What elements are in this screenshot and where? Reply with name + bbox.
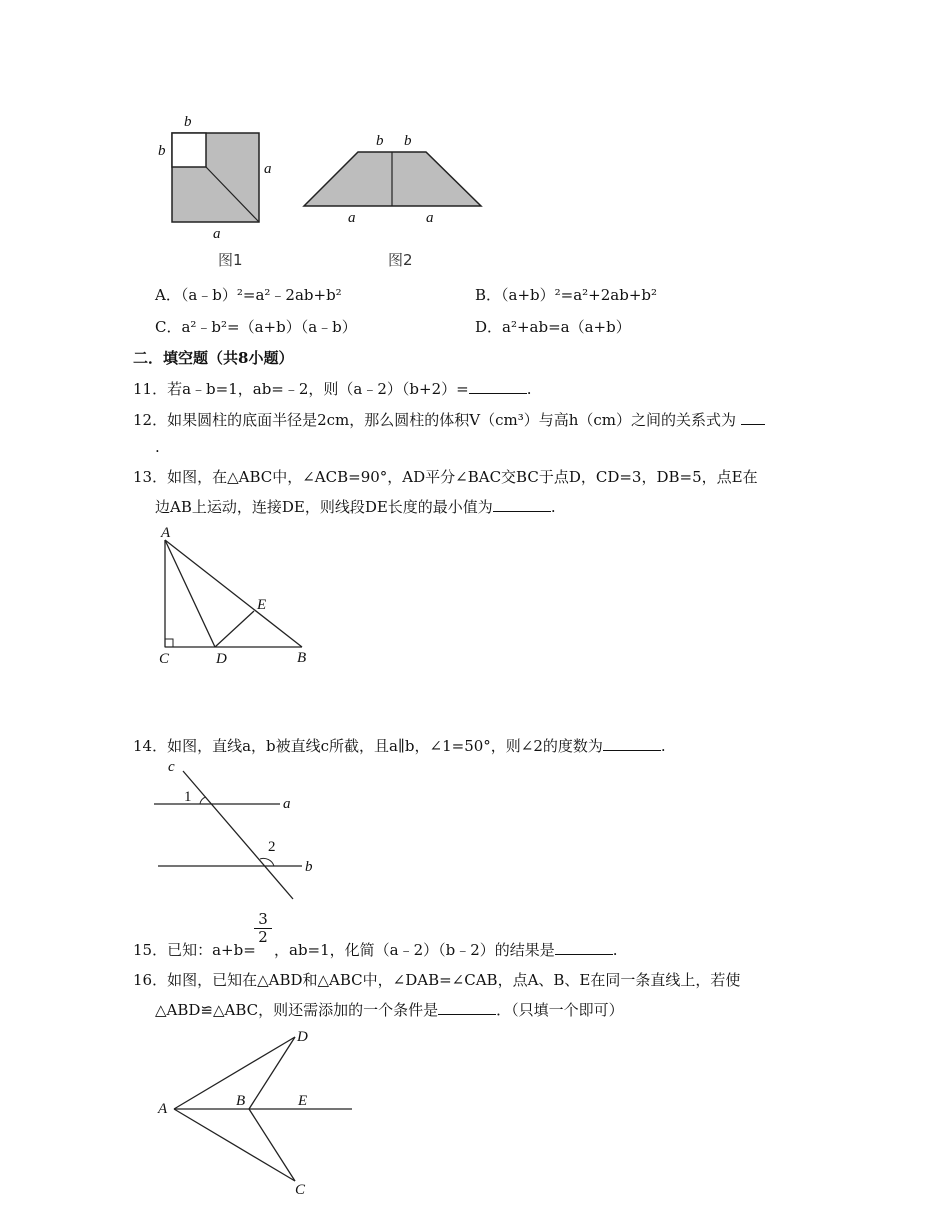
fig14-line-c	[183, 771, 293, 899]
q14-text: 如图，直线a，b被直线c所截，且a∥b，∠1=50°，则∠2的度数为	[167, 737, 603, 755]
fig13-label-B: B	[297, 650, 307, 666]
fig2-label-a1: a	[348, 210, 356, 226]
q11-text: 若a﹣b=1，ab=﹣2，则（a﹣2）（b+2）=	[167, 380, 469, 398]
fig14-label-a: a	[283, 796, 291, 812]
fig14-label-b: b	[305, 859, 313, 875]
fig1-label-b-left: b	[158, 143, 166, 159]
q10-option-c: C．a²﹣b²=（a+b）（a﹣b）	[155, 318, 357, 336]
fig1-label-a-bottom: a	[213, 226, 221, 242]
fig1-label-a-right: a	[264, 161, 272, 177]
q15-fraction	[254, 911, 272, 946]
question-14	[133, 735, 666, 756]
fig13-segment-AD	[165, 540, 215, 647]
q14-blank[interactable]	[603, 736, 661, 751]
q16-tail: ．（只填一个即可）	[496, 1001, 624, 1019]
q15-number: 15．	[133, 941, 168, 959]
fig16-side-AD	[174, 1037, 295, 1109]
fig14-label-c: c	[168, 759, 175, 775]
fig1-caption: 图1	[218, 251, 243, 269]
question-16-line2	[155, 999, 624, 1020]
q15-blank[interactable]	[555, 940, 613, 955]
q11-number: 11．	[133, 380, 168, 398]
q13-tail: .	[550, 498, 556, 516]
fig13-segment-DE	[215, 611, 254, 647]
q16-line2: △ABD≌△ABC，则还需添加的一个条件是	[155, 1001, 439, 1019]
fig1-label-b-top: b	[184, 114, 192, 130]
fig16-label-E: E	[298, 1093, 308, 1109]
fig14-label-angle1: 1	[184, 789, 192, 805]
q10-option-b: B．（a+b）²=a²+2ab+b²	[475, 286, 658, 304]
question-12	[133, 409, 765, 430]
fig1-small-square	[172, 133, 206, 167]
q15-prefix: 已知：a+b=	[167, 941, 256, 959]
q15-tail: .	[612, 941, 618, 959]
fig16-label-A: A	[158, 1101, 168, 1117]
q12-blank[interactable]	[741, 410, 765, 425]
fig14-angle1-arc	[200, 797, 206, 804]
q14-number: 14．	[133, 737, 168, 755]
q13-line2: 边AB上运动，连接DE，则线段DE长度的最小值为	[155, 498, 493, 516]
q16-line1: 如图，已知在△ABD和△ABC中，∠DAB=∠CAB，点A、B、E在同一条直线上，若使	[167, 971, 741, 989]
q13-line1: 如图，在△ABC中，∠ACB=90°，AD平分∠BAC交BC于点D，CD=3，DB=5，点E在	[167, 468, 758, 486]
fig2-caption: 图2	[388, 251, 413, 269]
figure-14-parallel-lines	[150, 757, 330, 907]
q12-text: 如果圆柱的底面半径是2cm，那么圆柱的体积V（cm³）与高h（cm）之间的关系式为	[167, 411, 737, 429]
fig13-label-C: C	[159, 651, 170, 667]
fig14-label-angle2: 2	[268, 839, 276, 855]
question-13-line1	[133, 466, 758, 487]
fig16-side-AC	[174, 1109, 295, 1181]
q15-frac-den: 2	[258, 928, 268, 946]
fig16-label-C: C	[295, 1182, 306, 1198]
fig2-label-b2: b	[404, 133, 412, 149]
q16-number: 16．	[133, 971, 168, 989]
question-11	[133, 378, 531, 399]
fig13-label-E: E	[257, 597, 267, 613]
fig16-label-D: D	[297, 1029, 308, 1045]
fig13-label-A: A	[161, 525, 171, 541]
fig13-label-D: D	[216, 651, 227, 667]
fig13-side-AB	[165, 540, 302, 647]
q11-blank[interactable]	[469, 379, 527, 394]
q13-blank[interactable]	[493, 497, 551, 512]
fig2-label-a2: a	[426, 210, 434, 226]
question-15-left	[133, 939, 256, 960]
q15-frac-num: 3	[254, 911, 272, 929]
figure-1-and-2	[150, 108, 500, 273]
fig16-label-B: B	[236, 1093, 246, 1109]
fig16-side-BD	[249, 1037, 295, 1109]
section-heading: 二．填空题（共8小题）	[133, 349, 294, 367]
fig2-label-b1: b	[376, 133, 384, 149]
fig16-side-BC	[249, 1109, 295, 1181]
q11-tail: .	[526, 380, 532, 398]
q12-tail: .	[155, 438, 160, 456]
q15-suffix: ，ab=1，化简（a﹣2）（b﹣2）的结果是	[274, 941, 555, 959]
q12-number: 12．	[133, 411, 168, 429]
question-13-line2	[155, 496, 556, 517]
q10-option-d: D．a²+ab=a（a+b）	[475, 318, 631, 336]
figure-13-triangle	[150, 520, 330, 670]
question-15-right	[274, 939, 618, 960]
q10-option-a: A．（a﹣b）²=a²﹣2ab+b²	[155, 286, 342, 304]
question-16-line1	[133, 969, 740, 990]
fig13-right-angle-mark	[165, 639, 173, 647]
figure-16-triangles	[150, 1023, 370, 1203]
q13-number: 13．	[133, 468, 168, 486]
q16-blank[interactable]	[438, 1000, 496, 1015]
q14-tail: .	[660, 737, 666, 755]
